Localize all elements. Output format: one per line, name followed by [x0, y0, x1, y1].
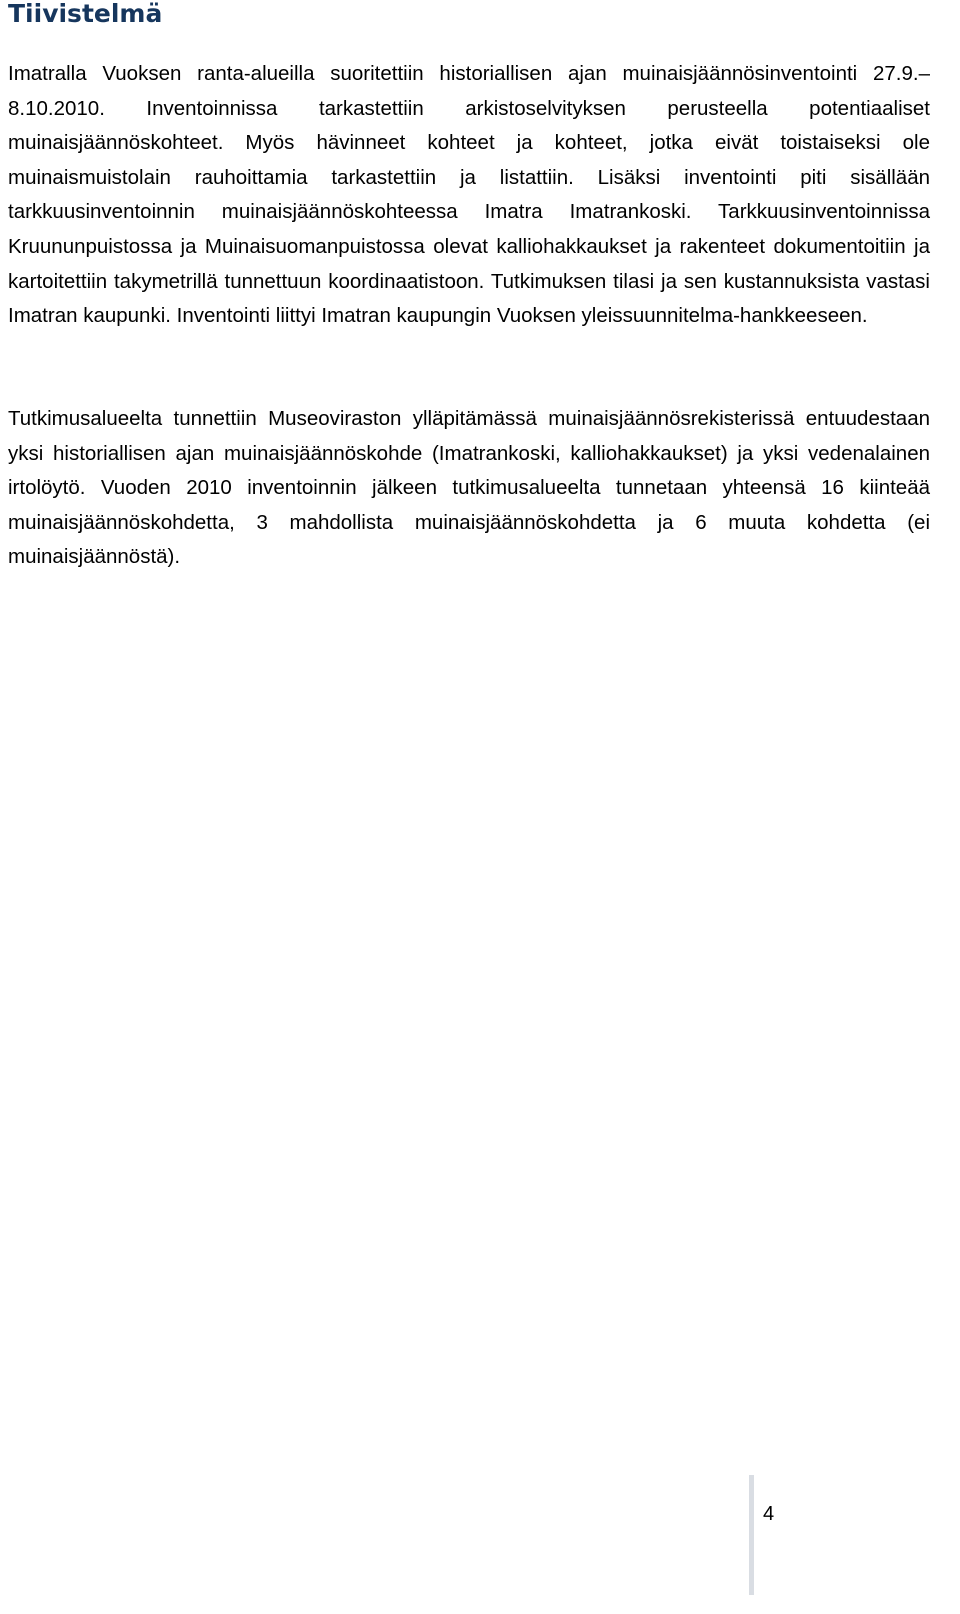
page-number: 4: [763, 1503, 775, 1525]
footer-divider: [749, 1475, 754, 1595]
page-title: Tiivistelmä: [8, 0, 163, 28]
summary-paragraph-2: Tutkimusalueelta tunnettiin Museoviraston ylläpitämässä muinaisjäännösrekisterissä entuudestaan yksi historiallisen ajan muinaisjäännöskohde (Imatrankoski, kalliohakkaukset) ja yksi vedenalainen irtolöytö. Vuoden 2010 inventoinnin jälkeen tutkimusalueelta tunnetaan yhteensä 16 kiinteää muinaisjäännöskohdetta, 3 mahdollista muinaisjäännöskohdetta ja 6 muuta kohdetta (ei muinaisjäännöstä).: [8, 407, 930, 569]
summary-paragraph-1: Imatralla Vuoksen ranta-alueilla suoritettiin historiallisen ajan muinaisjäännösinventointi 27.9.–8.10.2010. Inventoinnissa tarkastettiin arkistoselvityksen perusteella potentiaaliset muinaisjäännöskohteet. Myös hävinneet kohteet ja kohteet, jotka eivät toistaiseksi ole muinaismuistolain rauhoittamia tarkastettiin ja listattiin. Lisäksi inventointi piti sisällään tarkkuusinventoinnin muinaisjäännöskohteessa Imatra Imatrankoski. Tarkkuusinventoinnissa Kruununpuistossa ja Muinaisuomanpuistossa olevat kalliohakkaukset ja rakenteet dokumentoitiin ja kartoitettiin takymetrillä tunnettuun koordinaatistoon. Tutkimuksen tilasi ja sen kustannuksista vastasi Imatran kaupunki. Inventointi liittyi Imatran kaupungin Vuoksen yleissuunnitelma-hankkeeseen.: [8, 62, 930, 328]
